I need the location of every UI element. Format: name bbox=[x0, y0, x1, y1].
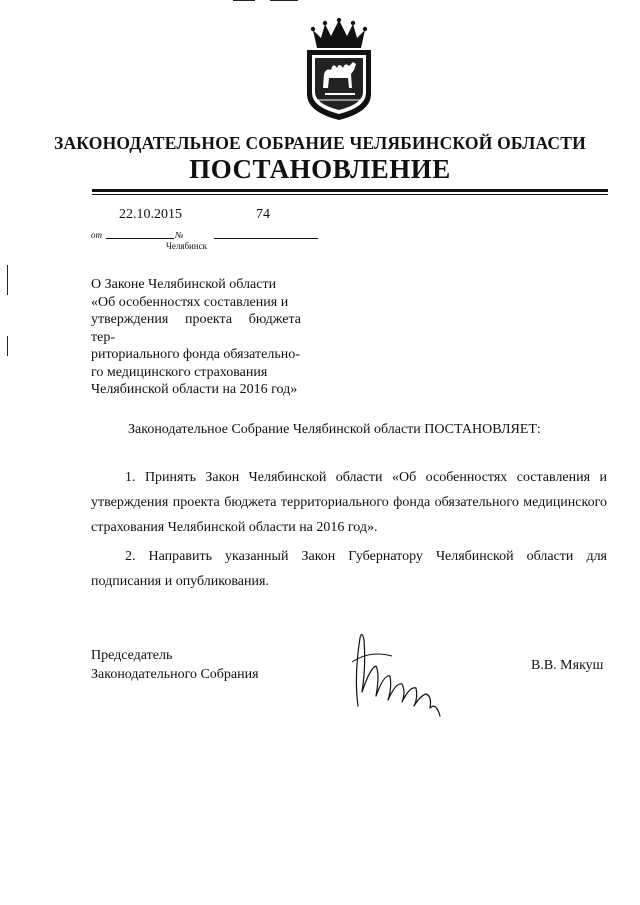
scan-artifact-left bbox=[7, 336, 8, 356]
number-label: № bbox=[175, 230, 184, 240]
organization-name: ЗАКОНОДАТЕЛЬНОЕ СОБРАНИЕ ЧЕЛЯБИНСКОЙ ОБЛАСТИ bbox=[54, 133, 586, 153]
resolution-item-2: 2. Направить указанный Закон Губернатору Челябинской области для подписания и опубликования. bbox=[91, 549, 607, 589]
handwritten-signature bbox=[340, 626, 460, 721]
document-number: 74 bbox=[256, 207, 270, 222]
document-date: 22.10.2015 bbox=[119, 207, 182, 222]
signatory-title-line: Председатель bbox=[91, 648, 173, 663]
coat-of-arms-icon bbox=[299, 18, 379, 122]
title-line: риториального фонда обязательно- bbox=[91, 347, 300, 362]
scan-artifact-top bbox=[270, 0, 298, 1]
document-city: Челябинск bbox=[166, 241, 208, 251]
date-label: от bbox=[91, 230, 102, 240]
title-line: Челябинской области на 2016 год» bbox=[91, 382, 298, 397]
number-underline bbox=[214, 238, 318, 239]
signatory-name: В.В. Мякуш bbox=[531, 658, 604, 673]
title-line: го медицинского страхования bbox=[91, 364, 268, 380]
scan-artifact-left bbox=[7, 265, 8, 295]
decree-statement: Законодательное Собрание Челябинской области ПОСТАНОВЛЯЕТ: bbox=[128, 422, 541, 437]
signatory-title-line: Законодательного Собрания bbox=[91, 667, 259, 682]
header-divider-thick bbox=[92, 189, 608, 192]
signatory-title bbox=[91, 646, 259, 684]
date-underline bbox=[106, 238, 174, 239]
document-type: ПОСТАНОВЛЕНИЕ bbox=[189, 154, 451, 184]
document-title bbox=[91, 276, 301, 399]
header-divider-thin bbox=[92, 194, 608, 195]
scan-artifact-top bbox=[233, 0, 255, 1]
resolution-item-1: 1. Принять Закон Челябинской области «Об особенностях составления и утверждения проекта бюджета территориального фонда обязательного медицинского страхования Челябинской области на 2016 год». bbox=[91, 470, 607, 535]
title-line: утверждения проекта бюджета тер- bbox=[91, 312, 301, 345]
title-line: О Законе Челябинской области bbox=[91, 277, 277, 292]
title-line: «Об особенностях составления и bbox=[91, 294, 289, 310]
